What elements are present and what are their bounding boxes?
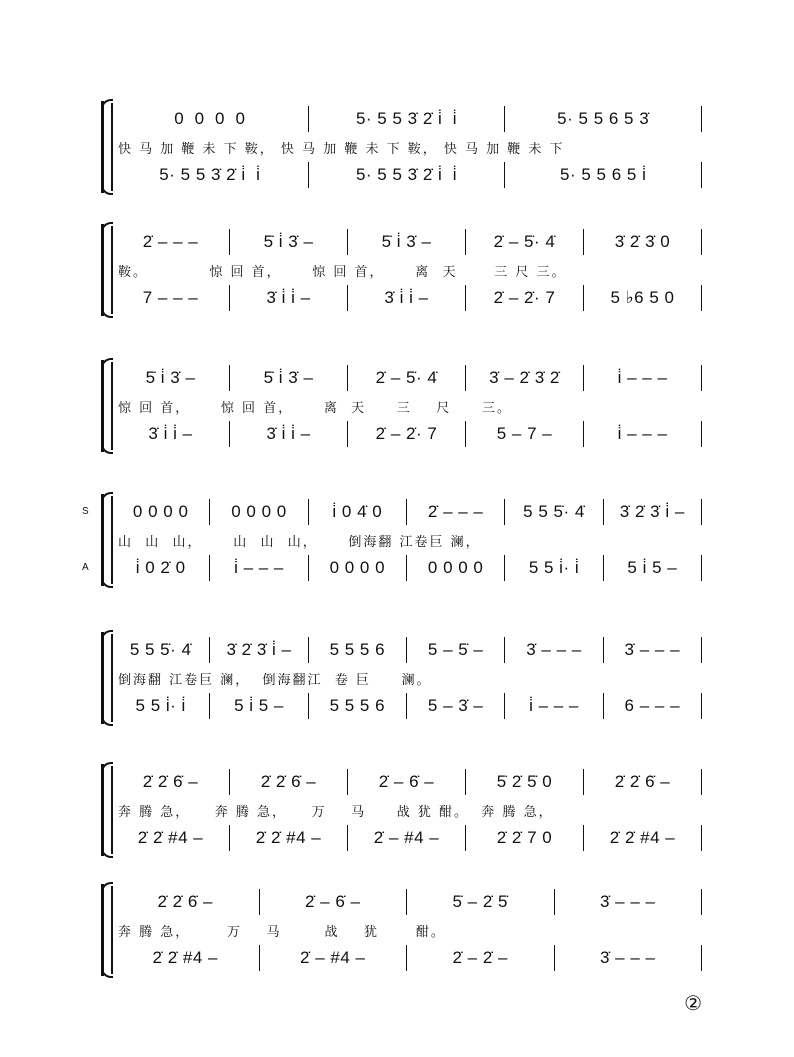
measure [472, 288, 577, 308]
measure [118, 772, 223, 792]
barline [701, 769, 702, 795]
barline [504, 637, 505, 663]
measure-notes: 3̇ i̇ i̇ – [266, 424, 311, 443]
lyrics-row: 奔 腾 急， 万 马 战 犹 酣。 [118, 924, 446, 940]
lower-voice-row [118, 422, 708, 446]
barline [701, 825, 702, 851]
barline [308, 106, 309, 132]
system-bracket [101, 224, 110, 316]
measure [118, 892, 253, 912]
barline [465, 825, 466, 851]
measure-notes: 2̇ – 6̇ – [305, 892, 361, 911]
measure [118, 502, 203, 522]
score-system [0, 768, 794, 858]
measure [590, 424, 695, 444]
barline [406, 693, 407, 719]
lyrics-row: 山 山 山， 山 山 山， 倒海翻 江卷巨 澜， [118, 534, 481, 550]
score-system [0, 888, 794, 978]
measure-notes: 5̇ i̇ 3̇ – [145, 368, 196, 387]
barline [406, 555, 407, 581]
measure-notes: 2̇ – – – [427, 502, 484, 521]
measure [118, 424, 223, 444]
barline [504, 693, 505, 719]
measure-notes: 5· 5 5 3̇ 2̇ i̇ i̇ [355, 109, 458, 128]
measure-notes: 3̇ – – – [526, 640, 582, 659]
measure-notes: 5· 5 5 6 5 i̇ [560, 165, 647, 184]
measure-notes: 2̇ 2̇ 6̇ – [157, 892, 213, 911]
measure [216, 502, 301, 522]
lower-voice-row [118, 163, 708, 187]
lower-voice-row [118, 946, 708, 970]
barline [209, 637, 210, 663]
system-line [111, 226, 113, 314]
measure [266, 892, 401, 912]
measure-notes: 0 0 0 0 [132, 502, 189, 521]
barline [603, 637, 604, 663]
barline [308, 693, 309, 719]
upper-voice-row [118, 890, 708, 914]
measure [511, 558, 596, 578]
measure [561, 948, 696, 968]
score-system [0, 636, 794, 726]
measure [236, 368, 341, 388]
measure [472, 772, 577, 792]
measure [413, 558, 498, 578]
barline [259, 945, 260, 971]
measure-notes: 2̇ 2̇ #4 – [152, 948, 218, 967]
system-line [111, 362, 113, 450]
lower-voice-row [118, 286, 708, 310]
measure-notes: 0 0 0 0 [427, 558, 484, 577]
barline [554, 889, 555, 915]
measure-notes: i̇ – – – [234, 558, 284, 577]
barline [465, 285, 466, 311]
measure-notes: 3̇ – – – [624, 640, 681, 659]
measure-notes: 3̇ i̇ i̇ – [384, 288, 429, 307]
measure [590, 368, 695, 388]
measure-notes: 5̇ i̇ 3̇ – [381, 232, 432, 251]
measure-notes: 5̇ i̇ 3̇ – [263, 368, 314, 387]
lower-voice-row [118, 694, 708, 718]
system-line [111, 634, 113, 722]
barline [465, 421, 466, 447]
voice-label-soprano: S [82, 506, 89, 517]
barline [406, 889, 407, 915]
measure [216, 696, 301, 716]
barline [209, 555, 210, 581]
measure [610, 558, 695, 578]
measure [511, 696, 596, 716]
measure [118, 640, 203, 660]
barline [583, 421, 584, 447]
system-bracket [101, 494, 110, 586]
measure [590, 288, 695, 308]
measure [315, 696, 400, 716]
measure [590, 828, 695, 848]
barline [701, 229, 702, 255]
measure-notes: 5 – 3̇ – [427, 696, 484, 715]
measure-notes: i̇ – – – [617, 368, 668, 387]
measure-notes: 2̇ 2̇ 6̇ – [142, 772, 199, 791]
measure [315, 502, 400, 522]
barline [347, 365, 348, 391]
barline [504, 499, 505, 525]
measure [354, 288, 459, 308]
barline [465, 365, 466, 391]
measure [472, 368, 577, 388]
measure-notes: 2̇ 2̇ 6̇ – [260, 772, 317, 791]
lyrics-row: 惊 回 首， 惊 回 首， 离 天 三 尺 三。 [118, 400, 512, 416]
measure [511, 640, 596, 660]
measure-notes: 6 – – – [624, 696, 681, 715]
measure [413, 640, 498, 660]
measure [216, 558, 301, 578]
measure [236, 828, 341, 848]
barline [229, 229, 230, 255]
barline [347, 769, 348, 795]
barline [583, 285, 584, 311]
barline [701, 365, 702, 391]
measure-notes: 5 – 7 – [496, 424, 553, 443]
measure [472, 828, 577, 848]
measure [315, 165, 499, 185]
barline [406, 499, 407, 525]
measure [118, 368, 223, 388]
lyrics-row: 鞍。 惊 回 首， 惊 回 首， 离 天 三 尺 三。 [118, 264, 567, 280]
measure-notes: 5 ♭6 5 0 [610, 288, 675, 307]
measure [315, 558, 400, 578]
measure [236, 424, 341, 444]
upper-voice-row [118, 770, 708, 794]
measure-notes: 3̇ – – – [600, 892, 656, 911]
barline [229, 825, 230, 851]
lyrics-row: 奔 腾 急， 奔 腾 急， 万 马 战 犹 酣。 奔 腾 急， [118, 804, 554, 820]
measure-notes: 3̇ – 2̇ 3̇ 2̇ [489, 368, 560, 387]
measure [118, 696, 203, 716]
barline [701, 945, 702, 971]
measure-notes: 5 – 5̇ – [427, 640, 484, 659]
upper-voice-row [118, 500, 708, 524]
barline [209, 693, 210, 719]
barline [406, 637, 407, 663]
score-system [0, 228, 794, 318]
barline [701, 499, 702, 525]
measure [590, 232, 695, 252]
measure [590, 772, 695, 792]
measure-notes: 5 i̇ 5 – [234, 696, 284, 715]
measure [118, 109, 302, 129]
measure-notes: i̇ – – – [529, 696, 579, 715]
measure [236, 288, 341, 308]
measure [354, 232, 459, 252]
measure [118, 828, 223, 848]
measure-notes: 2̇ – #4 – [373, 828, 440, 847]
barline [583, 365, 584, 391]
voice-label-alto: A [82, 562, 89, 573]
measure-notes: 0 0 0 0 [329, 558, 386, 577]
lyrics-row: 倒海翻 江卷巨 澜， 倒海翻江 卷 巨 澜。 [118, 672, 432, 688]
upper-voice-row [118, 230, 708, 254]
measure-notes: 0 0 0 0 [231, 502, 287, 521]
measure [118, 232, 223, 252]
barline [504, 555, 505, 581]
measure-notes: 2̇ 2̇ #4 – [609, 828, 676, 847]
measure-notes: 3̇ 2̇ 3̇ i̇ – [226, 640, 292, 659]
barline [308, 499, 309, 525]
lower-voice-row [118, 826, 708, 850]
barline [229, 769, 230, 795]
barline [701, 693, 702, 719]
barline [504, 106, 505, 132]
measure [216, 640, 301, 660]
barline [583, 229, 584, 255]
measure [511, 502, 596, 522]
measure-notes: 2̇ – 2̇· 7 [375, 424, 438, 443]
barline [308, 637, 309, 663]
measure [610, 696, 695, 716]
measure [413, 948, 548, 968]
measure [118, 288, 223, 308]
barline [209, 499, 210, 525]
barline [701, 421, 702, 447]
measure-notes: 2̇ – #4 – [300, 948, 366, 967]
system-line [111, 766, 113, 854]
measure-notes: 3̇ i̇ i̇ – [266, 288, 311, 307]
barline [701, 889, 702, 915]
system-bracket [101, 101, 110, 193]
score-system [0, 105, 794, 195]
barline [406, 945, 407, 971]
measure [354, 368, 459, 388]
barline [554, 945, 555, 971]
system-bracket [101, 764, 110, 856]
measure [354, 828, 459, 848]
barline [583, 769, 584, 795]
measure [354, 772, 459, 792]
measure [610, 502, 695, 522]
measure-notes: 5 5 5 6 [329, 640, 386, 659]
score-system [0, 498, 794, 588]
barline [259, 889, 260, 915]
measure-notes: 5̇ i̇ 3̇ – [263, 232, 314, 251]
measure [236, 232, 341, 252]
page-number: ② [684, 991, 702, 1015]
lyrics-row: 快 马 加 鞭 未 下 鞍， 快 马 加 鞭 未 下 鞍， 快 马 加 鞭 未 下 [118, 141, 565, 157]
barline [603, 499, 604, 525]
barline [229, 365, 230, 391]
measure-notes: 2̇ – 5̇· 4̇ [375, 368, 438, 387]
barline [701, 106, 702, 132]
measure-notes: 5· 5 5 3̇ 2̇ i̇ i̇ [355, 165, 458, 184]
measure [610, 640, 695, 660]
measure [413, 502, 498, 522]
barline [465, 229, 466, 255]
measure [236, 772, 341, 792]
system-line [111, 496, 113, 584]
upper-voice-row [118, 107, 708, 131]
measure [472, 232, 577, 252]
measure-notes: 5̇ 2̇ 5̇ 0 [496, 772, 553, 791]
upper-voice-row [118, 638, 708, 662]
system-bracket [101, 884, 110, 976]
measure-notes: 3̇ – – – [600, 948, 656, 967]
barline [603, 555, 604, 581]
measure [511, 109, 695, 129]
measure-notes: 5 i̇ 5 – [627, 558, 678, 577]
barline [701, 162, 702, 188]
measure-notes: 3̇ 2̇ 3̇ i̇ – [619, 502, 685, 521]
measure-notes: 0 0 0 0 [174, 109, 246, 128]
system-line [111, 103, 113, 191]
barline [347, 825, 348, 851]
measure [472, 424, 577, 444]
measure [118, 165, 302, 185]
measure-notes: 3̇ 2̇ 3̇ 0 [614, 232, 671, 251]
barline [308, 555, 309, 581]
measure-notes: 5 5 i̇· i̇ [135, 696, 186, 715]
lower-voice-row [118, 556, 708, 580]
measure-notes: 5 5 5̇· 4̇ [523, 502, 585, 521]
measure [266, 948, 401, 968]
measure [354, 424, 459, 444]
measure-notes: 2̇ 2̇ 7 0 [496, 828, 553, 847]
system-line [111, 886, 113, 974]
measure-notes: 2̇ – 2̇ – [452, 948, 508, 967]
measure-notes: 5· 5 5 3̇ 2̇ i̇ i̇ [159, 165, 261, 184]
barline [603, 693, 604, 719]
measure [413, 892, 548, 912]
measure-notes: i̇ 0 4̇ 0 [332, 502, 383, 521]
measure-notes: 2̇ – 5̇· 4̇ [493, 232, 556, 251]
system-bracket [101, 632, 110, 724]
measure-notes: 5· 5 5 6 5 3̇ [557, 109, 650, 128]
measure-notes: i̇ – – – [617, 424, 668, 443]
measure [118, 558, 203, 578]
measure [315, 640, 400, 660]
measure-notes: 7 – – – [142, 288, 199, 307]
measure-notes: 2̇ 2̇ #4 – [137, 828, 204, 847]
barline [504, 162, 505, 188]
measure-notes: 5 5 5 6 [329, 696, 386, 715]
barline [701, 637, 702, 663]
measure [413, 696, 498, 716]
measure-notes: 5̇ – 2̇ 5̇ [452, 892, 508, 911]
barline [347, 421, 348, 447]
barline [229, 421, 230, 447]
barline [701, 555, 702, 581]
measure-notes: 5 5 5̇· 4̇ [129, 640, 192, 659]
measure [561, 892, 696, 912]
measure [118, 948, 253, 968]
barline [347, 229, 348, 255]
measure-notes: i̇ 0 2̇ 0 [135, 558, 186, 577]
measure [511, 165, 695, 185]
measure-notes: 2̇ – 6̇ – [378, 772, 435, 791]
measure-notes: 2̇ 2̇ 6̇ – [614, 772, 671, 791]
barline [229, 285, 230, 311]
measure [315, 109, 499, 129]
score-system [0, 364, 794, 454]
upper-voice-row [118, 366, 708, 390]
measure-notes: 2̇ – 2̇· 7 [493, 288, 556, 307]
measure-notes: 5 5 i̇· i̇ [528, 558, 580, 577]
barline [347, 285, 348, 311]
measure-notes: 3̇ i̇ i̇ – [148, 424, 193, 443]
measure-notes: 2̇ 2̇ #4 – [255, 828, 322, 847]
system-bracket [101, 360, 110, 452]
barline [308, 162, 309, 188]
barline [701, 285, 702, 311]
measure-notes: 2̇ – – – [142, 232, 199, 251]
barline [583, 825, 584, 851]
barline [465, 769, 466, 795]
